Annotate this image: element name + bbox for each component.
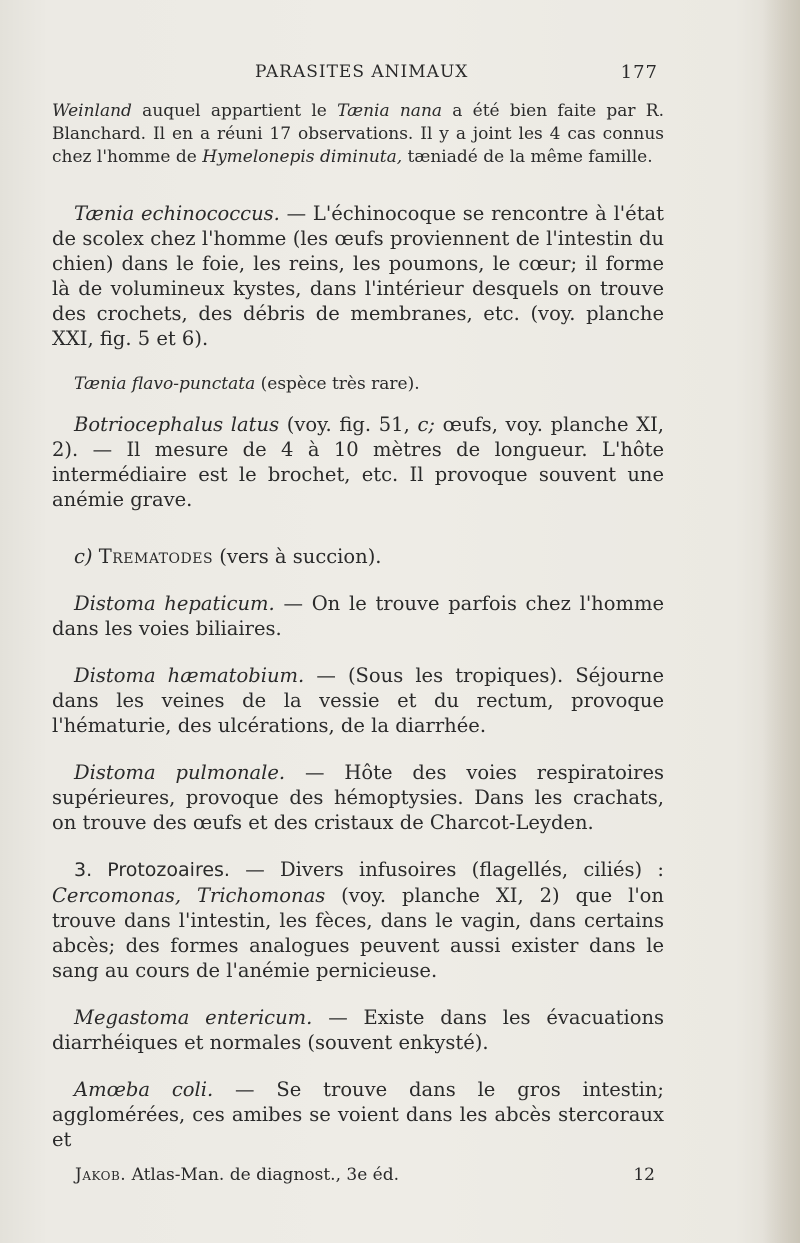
page-footer <box>75 1165 655 1189</box>
species-name: Tænia flavo-punctata <box>74 374 256 394</box>
species-name: Cercomonas, Trichomonas <box>52 884 326 907</box>
section-heading-trematodes: c) Trematodes (vers à succion). <box>74 545 382 568</box>
paragraph-tenia-nana: Weinland auquel appartient le Tænia nana a été bien faite par R. Blanchard. Il en a réuni 17 observations. Il y a joint les 4 cas connus chez l'homme de Hymelonepis diminuta, tæniadé de la même famille. <box>52 101 665 167</box>
paragraph-megastoma: Megastoma entericum. — Existe dans les évacuations diarrhéiques et normales (souvent enkysté). <box>52 1006 665 1054</box>
footer-book-title: Atlas-Man. de diagnost., 3e éd. <box>126 1165 400 1185</box>
species-name: Distoma hepaticum. <box>74 592 275 615</box>
species-name: Botriocephalus latus <box>74 413 280 436</box>
paragraph-flavo-punctata: Tænia flavo-punctata (espèce très rare). <box>74 374 420 394</box>
species-name: Amœba coli. <box>74 1078 214 1101</box>
paragraph-amoeba-coli: Amœba coli. — Se trouve dans le gros intestin; agglomérées, ces amibes se voient dans les abcès stercoraux et <box>52 1078 665 1151</box>
page-edge-shadow <box>762 0 800 1243</box>
paragraph-botriocephalus: Botriocephalus latus (voy. fig. 51, c; œufs, voy. planche XI, 2). — Il mesure de 4 à 10 mètres de longueur. L'hôte intermédiaire est le brochet, etc. Il provoque souvent une anémie grave. <box>52 413 664 511</box>
paragraph-protozoaires: 3. Protozoaires. — Divers infusoires (flagellés, ciliés) : Cercomonas, Trichomonas (voy. planche XI, 2) que l'on trouve dans l'intestin, les fèces, dans le vagin, dans certains abcès; des formes analogues peuvent aussi exister dans le sang au cours de l'anémie pernicieuse. <box>52 858 664 982</box>
species-name: Distoma hæmatobium. <box>74 664 305 687</box>
paragraph-echinococcus: Tænia echinococcus. — L'échinocoque se rencontre à l'état de scolex chez l'homme (les œufs proviennent de l'intestin du chien) dans le foie, les reins, les poumons, le cœur; il forme là de volumineux kystes, dans l'intérieur desquels on trouve des crochets, des débris de membranes, etc. (voy. planche XXI, fig. 5 et 6). <box>52 202 665 350</box>
page-number: 177 <box>620 62 658 83</box>
page-body <box>52 100 664 1152</box>
running-title: PARASITES ANIMAUX <box>255 62 469 82</box>
species-name: Tænia echinococcus. <box>74 202 280 225</box>
paragraph-distoma-haematobium: Distoma hæmatobium. — (Sous les tropiques). Séjourne dans les veines de la vessie et du rectum, provoque l'hématurie, des ulcérations, de la diarrhée. <box>52 664 664 737</box>
paragraph-distoma-pulmonale: Distoma pulmonale. — Hôte des voies respiratoires supérieures, provoque des hémoptysies. Dans les crachats, on trouve des œufs et des cristaux de Charcot-Leyden. <box>52 761 665 834</box>
species-name: Tænia nana <box>337 101 443 121</box>
section-heading-protozoaires: 3. Protozoaires. <box>74 859 230 881</box>
page-header <box>55 62 658 92</box>
species-name: Weinland <box>52 101 132 121</box>
paragraph-distoma-hepaticum: Distoma hepaticum. — On le trouve parfois chez l'homme dans les voies biliaires. <box>52 592 664 640</box>
signature-mark: 12 <box>633 1165 655 1185</box>
species-name: Distoma pulmonale. <box>74 761 286 784</box>
species-name: Megastoma entericum. <box>74 1006 313 1029</box>
species-name: Hymelonepis diminuta, <box>202 147 403 167</box>
footer-author: Jakob. <box>75 1165 127 1185</box>
